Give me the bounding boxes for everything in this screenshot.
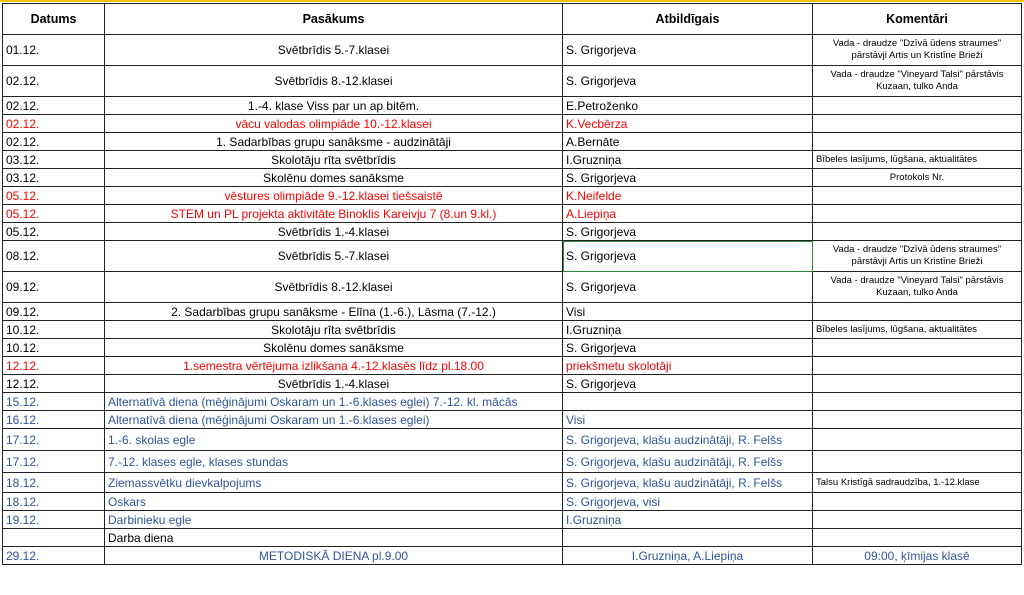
responsible-cell[interactable]: [563, 393, 813, 411]
table-row: [3, 66, 1022, 97]
event-cell[interactable]: Skolotāju rīta svētbrīdis: [105, 321, 563, 339]
date-cell[interactable]: 05.12.: [3, 187, 105, 205]
comment-cell[interactable]: [813, 451, 1022, 473]
comment-cell[interactable]: [813, 411, 1022, 429]
column-header-responsible[interactable]: Atbildīgais: [563, 4, 813, 35]
table-row: [3, 411, 1022, 429]
event-cell[interactable]: Svētbrīdis 1.-4.klasei: [105, 223, 563, 241]
table-row: [3, 35, 1022, 66]
event-cell[interactable]: 1.-6. skolas egle: [105, 429, 563, 451]
event-cell[interactable]: Oskars: [105, 493, 563, 511]
responsible-cell[interactable]: S. Grigorjeva: [563, 223, 813, 241]
top-accent-line: [0, 0, 1024, 2]
event-cell[interactable]: Darba diena: [105, 529, 563, 547]
event-cell[interactable]: Svētbrīdis 5.-7.klasei: [105, 241, 563, 272]
date-cell[interactable]: 02.12.: [3, 66, 105, 97]
responsible-cell[interactable]: I.Gruzniņa: [563, 321, 813, 339]
date-cell[interactable]: 15.12.: [3, 393, 105, 411]
event-cell[interactable]: Skolotāju rīta svētbrīdis: [105, 151, 563, 169]
event-cell[interactable]: Skolēnu domes sanāksme: [105, 169, 563, 187]
responsible-cell[interactable]: priekšmetu skolotāji: [563, 357, 813, 375]
event-cell[interactable]: vācu valodas olimpiāde 10.-12.klasei: [105, 115, 563, 133]
responsible-cell[interactable]: [563, 529, 813, 547]
responsible-cell[interactable]: Visi: [563, 411, 813, 429]
responsible-cell[interactable]: I.Gruzniņa: [563, 151, 813, 169]
table-row: [3, 511, 1022, 529]
date-cell[interactable]: 09.12.: [3, 272, 105, 303]
column-header-comment[interactable]: Komentāri: [813, 4, 1022, 35]
comment-cell[interactable]: [813, 115, 1022, 133]
date-cell[interactable]: 29.12.: [3, 547, 105, 565]
date-cell[interactable]: 09.12.: [3, 303, 105, 321]
comment-cell[interactable]: Vada - draudze "Vineyard Talsi" pārstāvis Kuzaan, tulko Anda: [813, 272, 1022, 303]
comment-cell[interactable]: [813, 375, 1022, 393]
responsible-cell[interactable]: Visi: [563, 303, 813, 321]
comment-cell[interactable]: Bībeles lasījums, lūgšana, aktualitātes: [813, 321, 1022, 339]
responsible-cell[interactable]: S. Grigorjeva: [563, 272, 813, 303]
comment-cell[interactable]: [813, 529, 1022, 547]
column-header-event[interactable]: Pasākums: [105, 4, 563, 35]
event-cell[interactable]: Ziemassvētku dievkalpojums: [105, 473, 563, 493]
event-cell[interactable]: 1. Sadarbības grupu sanāksme - audzinātāji: [105, 133, 563, 151]
date-cell[interactable]: 02.12.: [3, 115, 105, 133]
responsible-cell[interactable]: S. Grigorjeva: [563, 35, 813, 66]
comment-cell[interactable]: [813, 133, 1022, 151]
comment-cell[interactable]: [813, 357, 1022, 375]
date-cell[interactable]: 08.12.: [3, 241, 105, 272]
event-cell[interactable]: Svētbrīdis 8.-12.klasei: [105, 272, 563, 303]
table-row: [3, 321, 1022, 339]
responsible-cell[interactable]: E.Petroženko: [563, 97, 813, 115]
table-row: [3, 529, 1022, 547]
table-row: [3, 272, 1022, 303]
event-cell[interactable]: Svētbrīdis 1.-4.klasei: [105, 375, 563, 393]
date-cell[interactable]: 10.12.: [3, 321, 105, 339]
responsible-cell[interactable]: A.Liepiņa: [563, 205, 813, 223]
event-cell[interactable]: METODISKĀ DIENA pl.9.00: [105, 547, 563, 565]
comment-cell[interactable]: Protokols Nr.: [813, 169, 1022, 187]
comment-cell[interactable]: [813, 393, 1022, 411]
table-row: [3, 169, 1022, 187]
responsible-cell[interactable]: S. Grigorjeva: [563, 375, 813, 393]
responsible-cell[interactable]: S. Grigorjeva: [563, 169, 813, 187]
table-row: [3, 303, 1022, 321]
event-cell[interactable]: 7.-12. klases egle, klases stundas: [105, 451, 563, 473]
date-cell[interactable]: [3, 529, 105, 547]
comment-cell[interactable]: 09:00, ķīmijas klasē: [813, 547, 1022, 565]
responsible-cell[interactable]: S. Grigorjeva, klašu audzinātāji, R. Felšs: [563, 473, 813, 493]
responsible-cell[interactable]: I.Gruzniņa, A.Liepiņa: [563, 547, 813, 565]
table-row: [3, 241, 1022, 272]
event-cell[interactable]: Svētbrīdis 8.-12.klasei: [105, 66, 563, 97]
table-row: [3, 339, 1022, 357]
date-cell[interactable]: 12.12.: [3, 357, 105, 375]
responsible-cell[interactable]: K.Vecbērza: [563, 115, 813, 133]
comment-cell[interactable]: [813, 493, 1022, 511]
event-cell[interactable]: Svētbrīdis 5.-7.klasei: [105, 35, 563, 66]
event-cell[interactable]: 1.semestra vērtējuma izlikšana 4.-12.klasēs līdz pl.18.00: [105, 357, 563, 375]
comment-cell[interactable]: [813, 429, 1022, 451]
table-row: [3, 223, 1022, 241]
table-row: [3, 151, 1022, 169]
schedule-table: [2, 3, 1022, 565]
comment-cell[interactable]: Vada - draudze "Dzīvā ūdens straumes" pārstāvji Artis un Kristīne Brieži: [813, 35, 1022, 66]
responsible-cell[interactable]: S. Grigorjeva: [563, 66, 813, 97]
comment-cell[interactable]: [813, 303, 1022, 321]
comment-cell[interactable]: Bībeles lasījums, lūgšana, aktualitātes: [813, 151, 1022, 169]
comment-cell[interactable]: Vada - draudze "Vineyard Talsi" pārstāvis Kuzaan, tulko Anda: [813, 66, 1022, 97]
table-row: [3, 375, 1022, 393]
responsible-cell[interactable]: I.Gruzniņa: [563, 511, 813, 529]
event-cell[interactable]: STEM un PL projekta aktivitāte Binoklis Kareivju 7 (8.un 9.kl.): [105, 205, 563, 223]
comment-cell[interactable]: [813, 97, 1022, 115]
responsible-cell[interactable]: S. Grigorjeva, visi: [563, 493, 813, 511]
date-cell[interactable]: 01.12.: [3, 35, 105, 66]
header-row: [3, 4, 1022, 35]
table-row: [3, 205, 1022, 223]
date-cell[interactable]: 18.12.: [3, 473, 105, 493]
table-row: [3, 187, 1022, 205]
date-cell[interactable]: 17.12.: [3, 429, 105, 451]
table-row: [3, 429, 1022, 451]
responsible-cell[interactable]: A.Bernāte: [563, 133, 813, 151]
comment-cell[interactable]: [813, 187, 1022, 205]
table-row: [3, 393, 1022, 411]
date-cell[interactable]: 16.12.: [3, 411, 105, 429]
date-cell[interactable]: 18.12.: [3, 493, 105, 511]
date-cell[interactable]: 19.12.: [3, 511, 105, 529]
date-cell[interactable]: 02.12.: [3, 97, 105, 115]
date-cell[interactable]: 03.12.: [3, 151, 105, 169]
comment-cell[interactable]: [813, 339, 1022, 357]
date-cell[interactable]: 10.12.: [3, 339, 105, 357]
date-cell[interactable]: 05.12.: [3, 223, 105, 241]
date-cell[interactable]: 12.12.: [3, 375, 105, 393]
event-cell[interactable]: Alternatīvā diena (mēģinājumi Oskaram un 1.-6.klases eglei): [105, 411, 563, 429]
table-row: [3, 133, 1022, 151]
event-cell[interactable]: Alternatīvā diena (mēģinājumi Oskaram un 1.-6.klases eglei) 7.-12. kl. mācās: [105, 393, 563, 411]
event-cell[interactable]: Darbinieku egle: [105, 511, 563, 529]
table-row: [3, 97, 1022, 115]
date-cell[interactable]: 03.12.: [3, 169, 105, 187]
comment-cell[interactable]: [813, 511, 1022, 529]
table-row: [3, 547, 1022, 565]
responsible-cell-selected[interactable]: S. Grigorjeva: [563, 241, 813, 272]
table-row: [3, 357, 1022, 375]
table-row: [3, 493, 1022, 511]
event-cell[interactable]: vēstures olimpiāde 9.-12.klasei tiešsaistē: [105, 187, 563, 205]
table-row: [3, 451, 1022, 473]
comment-cell[interactable]: Talsu Kristīgā sadraudzība, 1.-12.klase: [813, 473, 1022, 493]
comment-cell[interactable]: [813, 205, 1022, 223]
date-cell[interactable]: 17.12.: [3, 451, 105, 473]
table-row: [3, 115, 1022, 133]
responsible-cell[interactable]: S. Grigorjeva, klašu audzinātāji, R. Felšs: [563, 429, 813, 451]
event-cell[interactable]: 2. Sadarbības grupu sanāksme - Elīna (1.-6.), Lāsma (7.-12.): [105, 303, 563, 321]
table-row: [3, 473, 1022, 493]
column-header-date[interactable]: Datums: [3, 4, 105, 35]
date-cell[interactable]: 02.12.: [3, 133, 105, 151]
event-cell[interactable]: Skolēnu domes sanāksme: [105, 339, 563, 357]
event-cell[interactable]: 1.-4. klase Viss par un ap bitēm.: [105, 97, 563, 115]
comment-cell[interactable]: Vada - draudze "Dzīvā ūdens straumes" pārstāvji Artis un Kristīne Brieži: [813, 241, 1022, 272]
date-cell[interactable]: 05.12.: [3, 205, 105, 223]
responsible-cell[interactable]: S. Grigorjeva: [563, 339, 813, 357]
responsible-cell[interactable]: S. Grigorjeva, klašu audzinātāji, R. Felšs: [563, 451, 813, 473]
comment-cell[interactable]: [813, 223, 1022, 241]
responsible-cell[interactable]: K.Neifelde: [563, 187, 813, 205]
